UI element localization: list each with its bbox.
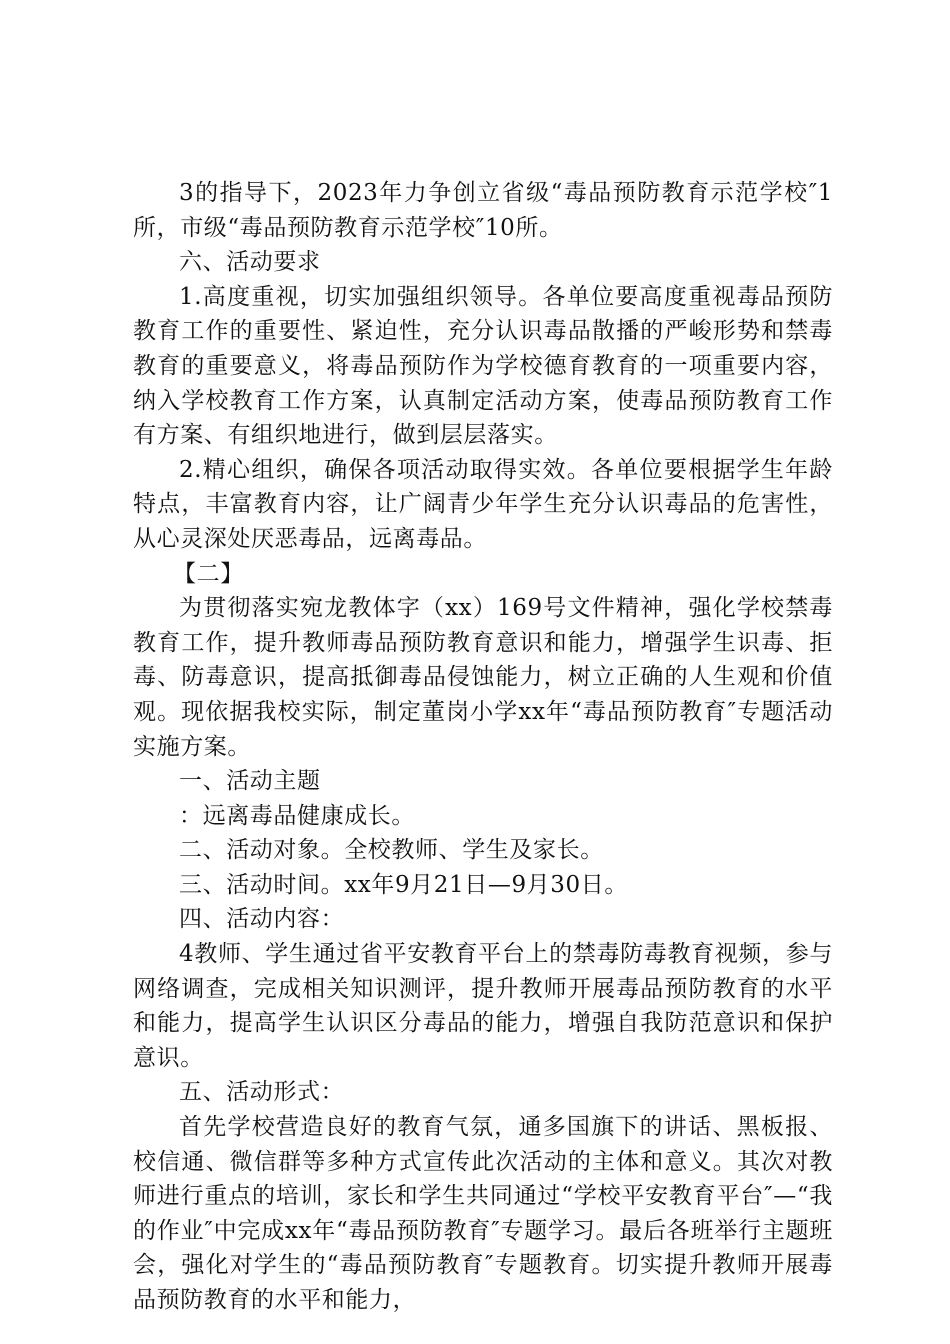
paragraph-requirement-1: 1.高度重视，切实加强组织领导。各单位要高度重视毒品预防教育工作的重要性、紧迫性，充分认识毒品散播的严峻形势和禁毒教育的重要意义，将毒品预防作为学校德育教育的一项重要内容，纳入学校教育工作方案，认真制定活动方案，使毒品预防教育工作有方案、有组织地进行，做到层层落实。 <box>133 283 833 449</box>
paragraph-form: 首先学校营造良好的教育气氛，通多国旗下的讲话、黑板报、校信通、微信群等多种方式宣传此次活动的主体和意义。其次对教师进行重点的培训，家长和学生共同通过“学校平安教育平台″—“我的作业″中完成xx年“毒品预防教育″专题学习。最后各班举行主题班会，强化对学生的“毒品预防教育″专题教育。切实提升教师开展毒品预防教育的水平和能力， <box>133 1114 833 1313</box>
paragraph-requirement-2: 2.精心组织，确保各项活动取得实效。各单位要根据学生年龄特点，丰富教育内容，让广阔青少年学生充分认识毒品的危害性，从心灵深处厌恶毒品，远离毒品。 <box>133 456 833 552</box>
section-heading-requirements: 六、活动要求 <box>179 249 321 276</box>
section-heading-time: 三、活动时间。xx年9月21日—9月30日。 <box>179 871 628 898</box>
paragraph-content: 4教师、学生通过省平安教育平台上的禁毒防毒教育视频，参与网络调查，完成相关知识测评，提升教师开展毒品预防教育的水平和能力，提高学生认识区分毒品的能力，增强自我防范意识和保护意识。 <box>133 941 833 1071</box>
section-heading-content: 四、活动内容： <box>179 906 345 933</box>
paragraph-theme: ：远离毒品健康成长。 <box>179 802 415 829</box>
paragraph-intro: 为贯彻落实宛龙教体字（xx）169号文件精神，强化学校禁毒教育工作，提升教师毒品预防教育意识和能力，增强学生识毒、拒毒、防毒意识，提高抵御毒品侵蚀能力，树立正确的人生观和价值观。现依据我校实际，制定董岗小学xx年“毒品预防教育″专题活动实施方案。 <box>133 595 833 760</box>
paragraph-goal-continuation: 3的指导下，2023年力争创立省级“毒品预防教育示范学校″1所，市级“毒品预防教育示范学校″10所。 <box>133 180 833 241</box>
part-heading-two: 【二】 <box>173 560 244 587</box>
section-heading-theme: 一、活动主题 <box>179 768 321 795</box>
section-heading-audience: 二、活动对象。全校教师、学生及家长。 <box>179 837 604 864</box>
section-heading-form: 五、活动形式： <box>179 1079 345 1106</box>
document-body <box>133 176 833 1318</box>
